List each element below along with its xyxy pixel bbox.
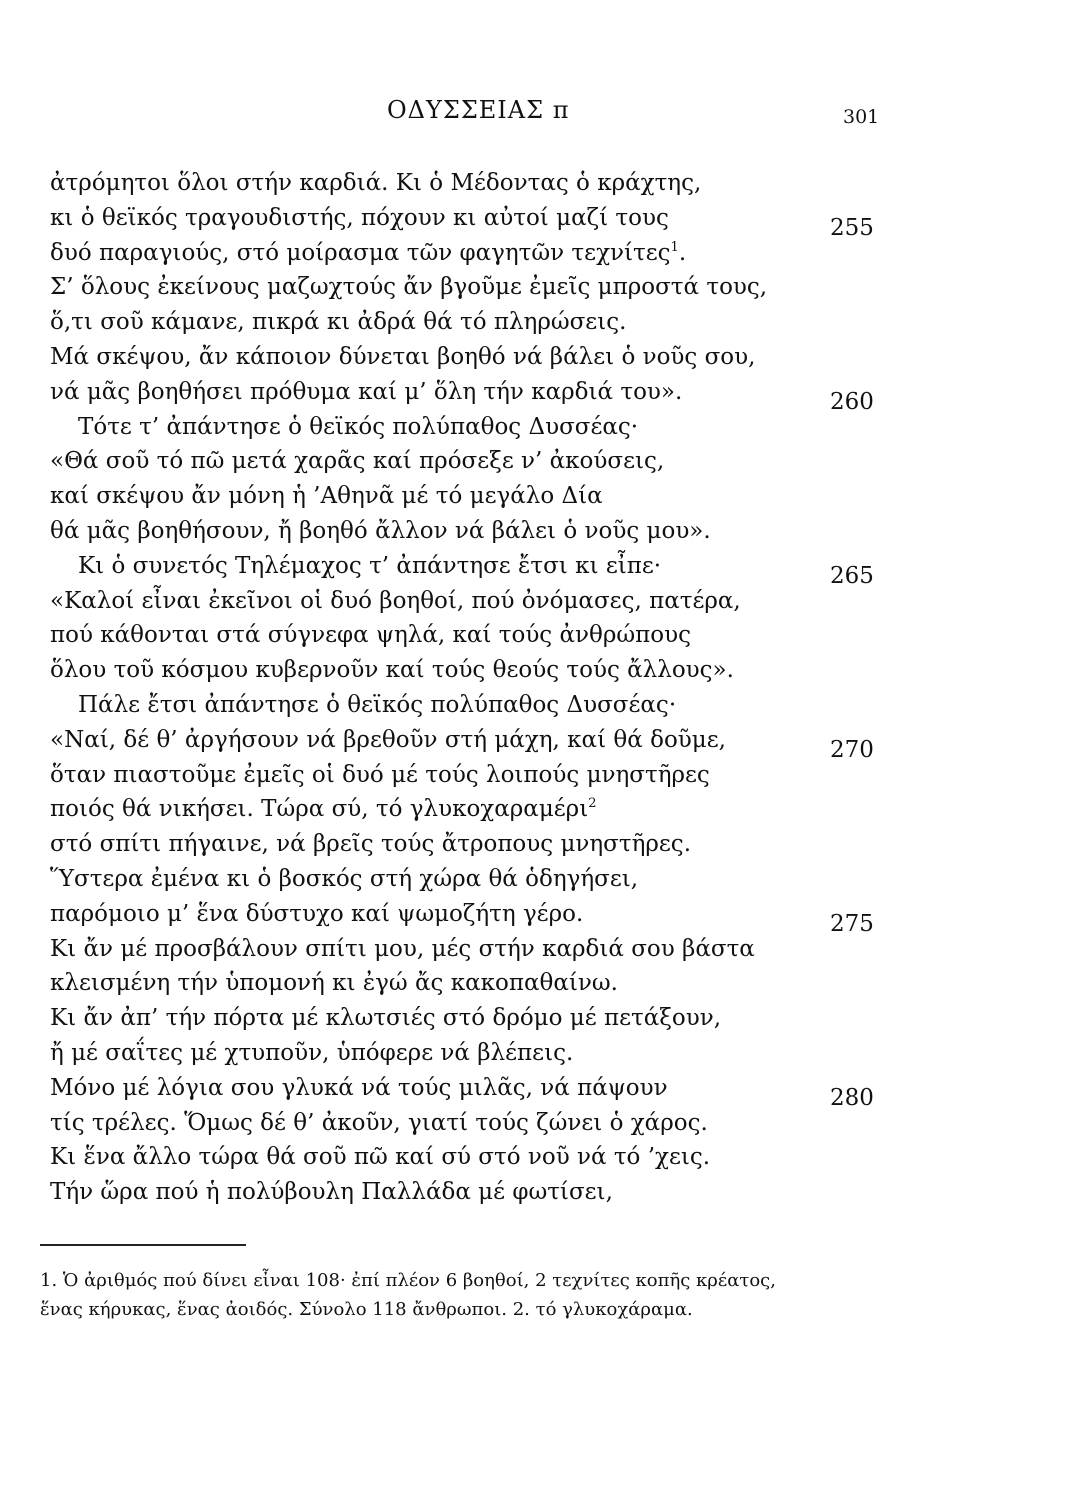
verse-text <box>78 549 661 584</box>
verse-text <box>50 1001 721 1036</box>
verse-text <box>50 514 711 549</box>
verse-line <box>0 1001 1085 1036</box>
verse-line <box>0 270 1085 305</box>
verse-text <box>50 862 638 897</box>
verse-text <box>78 688 676 723</box>
verse-text-main: Μόνο μέ λόγια σου γλυκά νά τούς μιλᾶς, νά πάψουν <box>50 1074 668 1101</box>
verse-text-main: Πάλε ἔτσι ἀπάντησε ὁ θεϊκός πολύπαθος Δυσσέας· <box>78 691 677 718</box>
verse-text-main: Σ’ ὅλους ἐκείνους μαζωχτούς ἄν βγοῦμε ἐμεῖς μπροστά τους, <box>50 274 768 301</box>
page-number: 301 <box>843 106 880 128</box>
verse-text <box>50 236 686 271</box>
verse-line <box>0 1106 1085 1141</box>
verse-line <box>0 792 1085 827</box>
verse-text <box>78 410 638 445</box>
verse-text <box>50 932 755 967</box>
verse-line <box>0 1175 1085 1210</box>
verse-text <box>50 1036 573 1071</box>
verse-line <box>0 1071 1085 1111</box>
verse-text-main: θά μᾶς βοηθήσουν, ἤ βοηθό ἄλλον νά βάλει ὁ νοῦς μου». <box>50 517 711 544</box>
verse-text-main: Κι ἄν ἀπ’ τήν πόρτα μέ κλωτσιές στό δρόμο μέ πετάξουν, <box>50 1005 722 1032</box>
verse-text <box>50 966 618 1001</box>
verse-line <box>0 758 1085 793</box>
verse-line <box>0 166 1085 201</box>
running-title: ΟΔΥΣΣΕΙΑΣ π <box>387 96 570 124</box>
verse-text-main: στό σπίτι πήγαινε, νά βρεῖς τούς ἄτροπους μνηστῆρες. <box>50 831 692 858</box>
verse-line <box>0 1036 1085 1071</box>
verse-text-after: . <box>678 239 687 266</box>
verse-text-main: ἤ μέ σαΐτες μέ χτυποῦν, ὑπόφερε νά βλέπεις. <box>50 1039 574 1066</box>
verse-line <box>0 966 1085 1001</box>
verse-text-main: καί σκέψου ἄν μόνη ἡ ’Αθηνᾶ μέ τό μεγάλο Δία <box>50 483 603 510</box>
verse-line <box>0 305 1085 340</box>
verse-text <box>50 1071 668 1106</box>
verse-text <box>50 723 726 758</box>
verse-line <box>0 618 1085 653</box>
verse-text <box>50 618 691 653</box>
verse-text <box>50 1106 708 1141</box>
footnote-rule <box>40 1244 246 1246</box>
verse-text <box>50 166 701 201</box>
verse-line <box>0 1140 1085 1175</box>
line-number: 270 <box>830 736 874 763</box>
verse-text <box>50 758 710 793</box>
verse-text <box>50 897 583 932</box>
verse-text-main: ὅ,τι σοῦ κάμανε, πικρά κι ἀδρά θά τό πληρώσεις. <box>50 309 627 336</box>
footnote-line: 1. Ὁ ἀριθμός πού δίνει εἶναι 108· ἐπί πλέον 6 βοηθοί, 2 τεχνίτες κοπῆς κρέατος, <box>40 1270 776 1291</box>
verse-text <box>50 444 664 479</box>
verse-line <box>0 584 1085 619</box>
verse-text-main: Τότε τ’ ἀπάντησε ὁ θεϊκός πολύπαθος Δυσσέας· <box>78 413 639 440</box>
verse-text-main: τίς τρέλες. Ὅμως δέ θ’ ἀκοῦν, γιατί τούς ζώνει ὁ χάρος. <box>50 1109 708 1136</box>
verse-line <box>0 236 1085 271</box>
verse-line <box>0 688 1085 723</box>
line-number: 260 <box>830 388 874 415</box>
footnote-marker: 1 <box>670 239 679 255</box>
verse-text-main: «Καλοί εἶναι ἐκεῖνοι οἱ δυό βοηθοί, πού ὀνόμασες, πατέρα, <box>50 587 741 614</box>
verse-line <box>0 932 1085 967</box>
line-number: 255 <box>830 214 874 241</box>
line-number: 280 <box>830 1084 874 1111</box>
verse-line <box>0 201 1085 241</box>
verse-text-main: Κι ἄν μέ προσβάλουν σπίτι μου, μές στήν καρδιά σου βάστα <box>50 935 755 962</box>
verse-line <box>0 723 1085 763</box>
verse-line <box>0 340 1085 375</box>
verse-text <box>50 340 755 375</box>
verse-text <box>50 1140 710 1175</box>
verse-text <box>50 270 767 305</box>
verse-text-main: κι ὁ θεϊκός τραγουδιστής, πόχουν κι αὐτοί μαζί τους <box>50 204 669 231</box>
verse-text-main: «Ναί, δέ θ’ ἀργήσουν νά βρεθοῦν στή μάχη, καί θά δοῦμε, <box>50 726 726 753</box>
verse-block <box>0 166 1085 1210</box>
verse-text-main: δυό παραγιούς, στό μοίρασμα τῶν φαγητῶν τεχνίτες <box>50 239 671 266</box>
verse-text <box>50 1175 613 1210</box>
footnotes <box>40 1266 1040 1324</box>
verse-text-main: Μά σκέψου, ἄν κάποιον δύνεται βοηθό νά βάλει ὁ νοῦς σου, <box>50 343 756 370</box>
verse-text <box>50 584 741 619</box>
verse-text-main: Ὕστερα ἐμένα κι ὁ βοσκός στή χώρα θά ὁδηγήσει, <box>50 865 639 892</box>
verse-line <box>0 862 1085 897</box>
verse-line <box>0 514 1085 549</box>
verse-line <box>0 653 1085 688</box>
verse-text-main: ὅταν πιαστοῦμε ἐμεῖς οἱ δυό μέ τούς λοιπούς μνηστῆρες <box>50 761 710 788</box>
verse-text-main: ποιός θά νικήσει. Τώρα σύ, τό γλυκοχαραμέρι <box>50 796 589 823</box>
verse-text-main: Τήν ὥρα πού ἡ πολύβουλη Παλλάδα μέ φωτίσει, <box>50 1179 613 1206</box>
verse-text <box>50 827 691 862</box>
verse-text <box>50 479 603 514</box>
verse-text-main: Κι ὁ συνετός Τηλέμαχος τ’ ἀπάντησε ἔτσι κι εἶπε· <box>78 552 662 579</box>
verse-text-main: παρόμοιο μ’ ἕνα δύστυχο καί ψωμοζήτη γέρο. <box>50 900 584 927</box>
verse-line <box>0 897 1085 937</box>
verse-text-main: νά μᾶς βοηθήσει πρόθυμα καί μ’ ὅλη τήν καρδιά του». <box>50 378 683 405</box>
line-number: 265 <box>830 562 874 589</box>
line-number: 275 <box>830 910 874 937</box>
verse-line <box>0 827 1085 862</box>
verse-text <box>50 201 669 236</box>
page-header <box>0 96 1085 136</box>
verse-text <box>50 375 682 410</box>
verse-line <box>0 375 1085 415</box>
verse-text-main: ἀτρόμητοι ὅλοι στήν καρδιά. Κι ὁ Μέδοντας ὁ κράχτης, <box>50 170 702 196</box>
verse-line <box>0 549 1085 589</box>
footnote-line: ἕνας κήρυκας, ἕνας ἀοιδός. Σύνολο 118 ἄνθρωποι. 2. τό γλυκοχάραμα. <box>40 1299 693 1320</box>
verse-text <box>50 792 597 827</box>
verse-text <box>50 653 734 688</box>
verse-text-main: κλεισμένη τήν ὑπομονή κι ἐγώ ἄς κακοπαθαίνω. <box>50 970 618 997</box>
verse-line <box>0 479 1085 514</box>
verse-text-main: «Θά σοῦ τό πῶ μετά χαρᾶς καί πρόσεξε ν’ ἀκούσεις, <box>50 448 665 475</box>
verse-line <box>0 444 1085 479</box>
verse-text-main: ὅλου τοῦ κόσμου κυβερνοῦν καί τούς θεούς τούς ἄλλους». <box>50 657 734 684</box>
verse-text-main: πού κάθονται στά σύγνεφα ψηλά, καί τούς ἀνθρώπους <box>50 622 691 649</box>
verse-text <box>50 305 626 340</box>
verse-line <box>0 410 1085 445</box>
verse-text-main: Κι ἕνα ἄλλο τώρα θά σοῦ πῶ καί σύ στό νοῦ νά τό ’χεις. <box>50 1144 711 1171</box>
footnote-marker: 2 <box>588 796 597 812</box>
